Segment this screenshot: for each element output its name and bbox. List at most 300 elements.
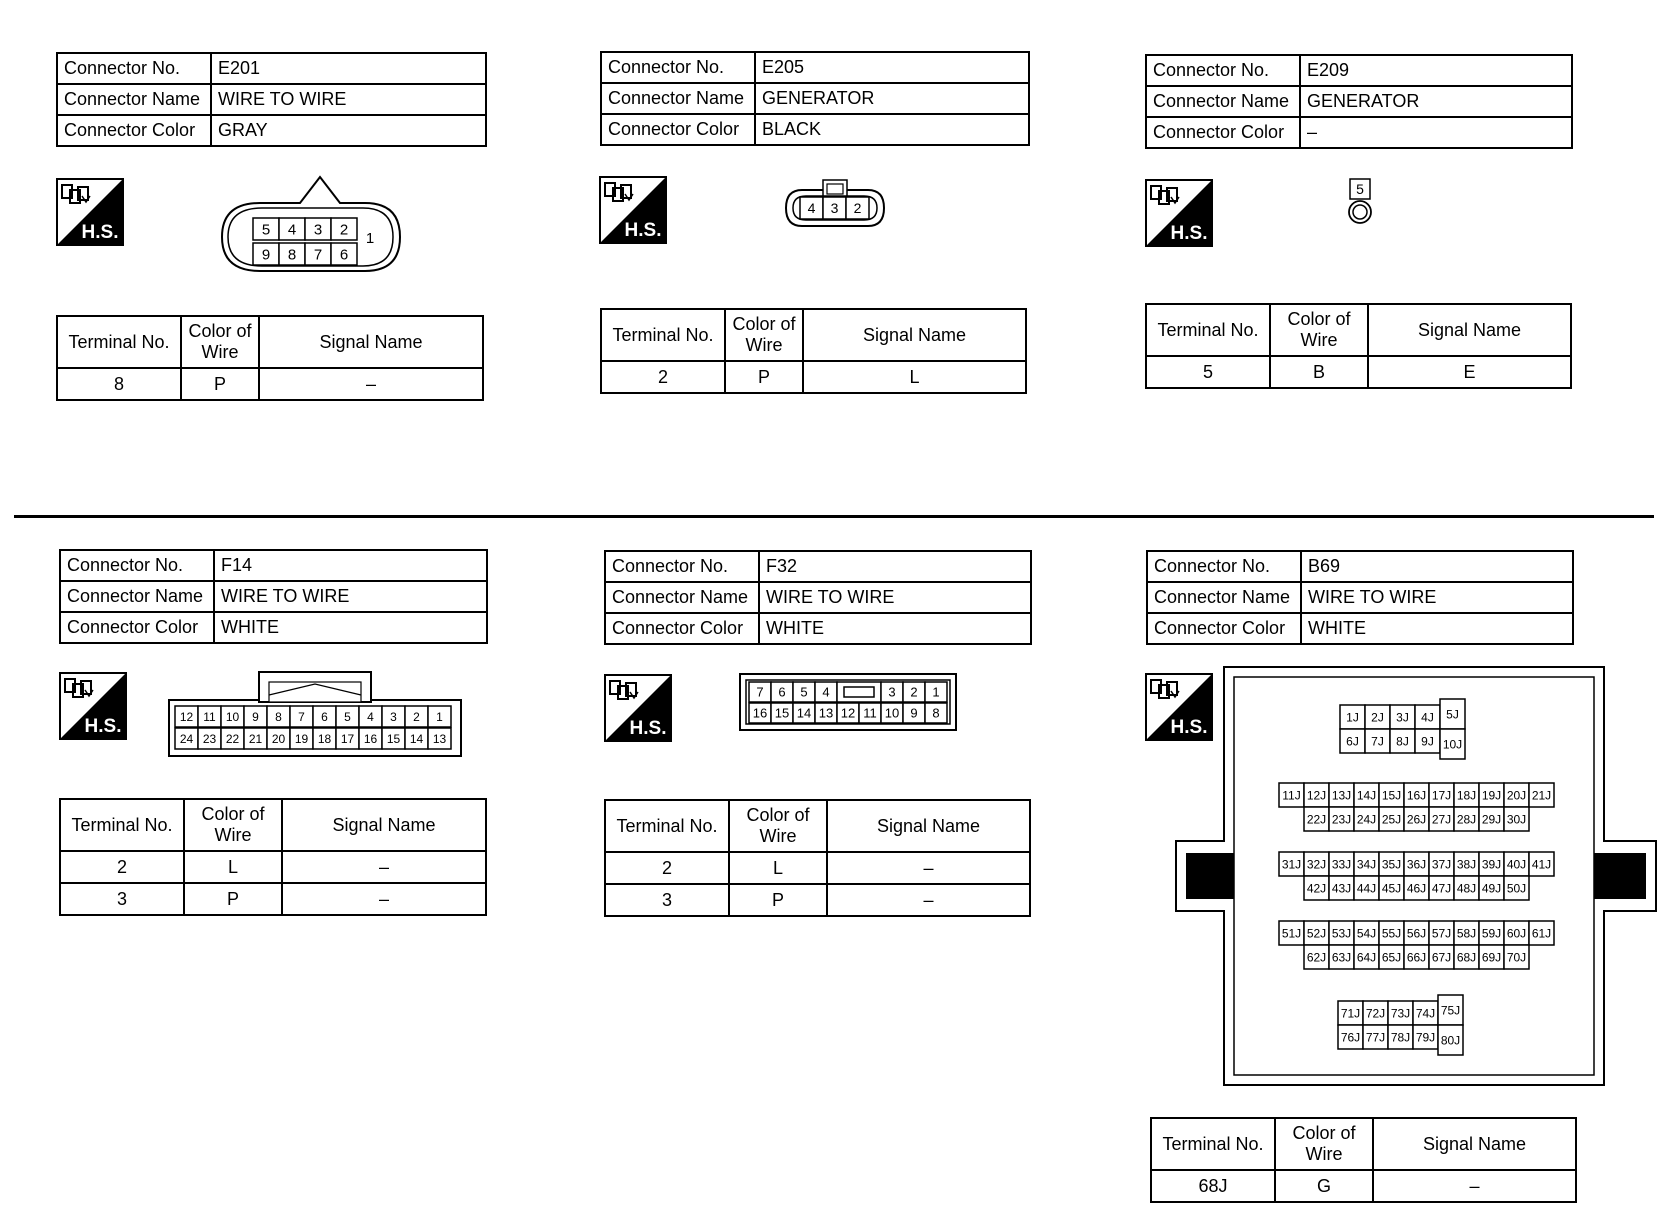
pin-number: 68J xyxy=(1456,950,1477,965)
pin-cell xyxy=(1454,876,1479,900)
pin-cell xyxy=(1429,876,1454,900)
connector-color-label: Connector Color xyxy=(1146,117,1300,148)
pin-number: 31J xyxy=(1281,857,1302,872)
pin-number: 29J xyxy=(1481,812,1502,827)
connector-f32-terminal-table xyxy=(604,799,1031,917)
pin-cell xyxy=(428,706,451,727)
terminal-no: 2 xyxy=(601,361,725,393)
pin-cell xyxy=(1479,876,1504,900)
pin-number: 3 xyxy=(390,709,397,724)
pin-number: 2 xyxy=(853,200,862,217)
terminal-no-header: Terminal No. xyxy=(57,316,181,368)
pin-cell xyxy=(267,728,290,749)
wire-color: B xyxy=(1270,356,1368,388)
pin-cell xyxy=(1404,807,1429,831)
connector-f14-info xyxy=(59,549,488,644)
pin-cell xyxy=(1440,729,1465,759)
pin-cell xyxy=(1413,1025,1438,1049)
pin-cell xyxy=(336,706,359,727)
pin-cell xyxy=(881,682,903,702)
pin-cell xyxy=(1479,852,1504,876)
pin-number: 5J xyxy=(1446,707,1459,722)
pin-cell xyxy=(1454,921,1479,945)
pin-cell xyxy=(749,682,771,702)
table-row xyxy=(60,851,486,883)
pin-number: 4 xyxy=(822,684,830,700)
pin-number: 61J xyxy=(1531,926,1552,941)
pin-number: 22J xyxy=(1306,812,1327,827)
pin-cell xyxy=(405,728,428,749)
pin-number: 28J xyxy=(1456,812,1477,827)
connector-name-label: Connector Name xyxy=(1147,582,1301,613)
pin-number: 7 xyxy=(298,709,305,724)
pin-cell xyxy=(846,197,869,219)
pin-cell xyxy=(253,218,279,240)
pin-cell xyxy=(1429,852,1454,876)
pin-cell xyxy=(1304,921,1329,945)
pin-cell xyxy=(1415,705,1440,729)
connector-e205-pinout xyxy=(780,178,890,238)
pin-number: 48J xyxy=(1456,881,1477,896)
wire-color: G xyxy=(1275,1170,1373,1202)
pin-number: 62J xyxy=(1306,950,1327,965)
connector-no-label: Connector No. xyxy=(60,550,214,581)
pin-cell xyxy=(1404,852,1429,876)
pin-number: 63J xyxy=(1331,950,1352,965)
terminal-no: 2 xyxy=(60,851,184,883)
pin-cell xyxy=(359,706,382,727)
connector-b69-pinout xyxy=(1172,665,1658,1090)
pin-cell xyxy=(1504,876,1529,900)
harness-side-label: H.S. xyxy=(84,716,122,737)
wire-color: P xyxy=(184,883,282,915)
terminal-no-header: Terminal No. xyxy=(605,800,729,852)
table-row xyxy=(605,884,1030,916)
pin-cell xyxy=(175,728,198,749)
pin-cell xyxy=(1390,729,1415,753)
pin-cell xyxy=(290,706,313,727)
pin-number: 12J xyxy=(1306,788,1327,803)
pin-number: 8 xyxy=(287,246,297,264)
pin-number: 9 xyxy=(252,709,259,724)
connector-f32-info xyxy=(604,550,1032,645)
pin-cell xyxy=(1429,945,1454,969)
pin-number: 36J xyxy=(1406,857,1427,872)
pin-number: 6 xyxy=(778,684,786,700)
connector-name-value: WIRE TO WIRE xyxy=(1301,582,1573,613)
pin-number: 47J xyxy=(1431,881,1452,896)
pin-cell xyxy=(1354,876,1379,900)
pin-cell xyxy=(1363,1001,1388,1025)
pin-cell xyxy=(1365,705,1390,729)
pin-cell xyxy=(1504,852,1529,876)
pin-cell xyxy=(1365,729,1390,753)
pin-cell xyxy=(859,703,881,723)
pin-cell xyxy=(1379,945,1404,969)
harness-side-label: H.S. xyxy=(629,718,667,739)
pin-number: 5 xyxy=(261,221,271,239)
pin-cell xyxy=(1404,876,1429,900)
pin-number: 57J xyxy=(1431,926,1452,941)
pin-number: 55J xyxy=(1381,926,1402,941)
pin-cell xyxy=(1304,876,1329,900)
connector-name-value: WIRE TO WIRE xyxy=(211,84,486,115)
pin-number: 20J xyxy=(1506,788,1527,803)
pin-number: 16 xyxy=(363,731,378,746)
pin-number: 3 xyxy=(888,684,896,700)
pin-number: 21 xyxy=(248,731,263,746)
pin-number: 44J xyxy=(1356,881,1377,896)
harness-side-label: H.S. xyxy=(1170,223,1208,244)
pin-cell xyxy=(1479,945,1504,969)
pin-number: 34J xyxy=(1356,857,1377,872)
pin-number: 56J xyxy=(1406,926,1427,941)
connector-lock-right xyxy=(1594,853,1646,899)
pin-cell xyxy=(800,197,823,219)
table-row xyxy=(60,883,486,915)
pin-number: 52J xyxy=(1306,926,1327,941)
pin-cell xyxy=(771,703,793,723)
pin-cell xyxy=(1338,1025,1363,1049)
pin-cell xyxy=(1390,705,1415,729)
pin-cell xyxy=(1354,945,1379,969)
pin-cell xyxy=(1529,852,1554,876)
signal-name: – xyxy=(282,851,486,883)
pin-cell xyxy=(1404,921,1429,945)
pin-cell xyxy=(331,218,357,240)
terminal-no: 2 xyxy=(605,852,729,884)
pin-cell xyxy=(1340,729,1365,753)
connector-color-label: Connector Color xyxy=(60,612,214,643)
pin-number: 12 xyxy=(840,705,856,721)
pin-number: 72J xyxy=(1365,1006,1386,1021)
pin-cell xyxy=(359,728,382,749)
pin-number: 6 xyxy=(321,709,328,724)
pin-number: 64J xyxy=(1356,950,1377,965)
pin-number: 54J xyxy=(1356,926,1377,941)
pin-cell xyxy=(1354,852,1379,876)
pin-cell xyxy=(1379,852,1404,876)
pin-cell xyxy=(1379,876,1404,900)
pin-number: 41J xyxy=(1531,857,1552,872)
pin-cell xyxy=(925,682,947,702)
pin-number: 6J xyxy=(1346,734,1359,749)
pin-number: 17 xyxy=(340,731,355,746)
pin-number: 14J xyxy=(1356,788,1377,803)
pin-number: 75J xyxy=(1440,1003,1461,1018)
signal-name-header: Signal Name xyxy=(1368,304,1571,356)
terminal-no: 5 xyxy=(1146,356,1270,388)
table-row xyxy=(57,368,483,400)
pin-cell xyxy=(1329,945,1354,969)
pin-number: 79J xyxy=(1415,1030,1436,1045)
pin-number: 5 xyxy=(800,684,808,700)
signal-name: – xyxy=(282,883,486,915)
pin-cell xyxy=(1479,783,1504,807)
pin-cell xyxy=(1479,807,1504,831)
signal-name-header: Signal Name xyxy=(803,309,1026,361)
connector-e209-info xyxy=(1145,54,1573,149)
terminal-no: 8 xyxy=(57,368,181,400)
signal-name: – xyxy=(259,368,483,400)
ring-terminal-hole xyxy=(1353,205,1367,219)
pin-number: 17J xyxy=(1431,788,1452,803)
pin-cell xyxy=(1329,921,1354,945)
terminal-no-header: Terminal No. xyxy=(60,799,184,851)
pin-cell xyxy=(1454,783,1479,807)
pin-cell xyxy=(336,728,359,749)
wire-color-header: Color of Wire xyxy=(1270,304,1368,356)
pin-number: 1 xyxy=(436,709,443,724)
pin-cell xyxy=(244,706,267,727)
pin-number: 40J xyxy=(1506,857,1527,872)
pin-number: 20 xyxy=(271,731,286,746)
pin-cell xyxy=(1338,1001,1363,1025)
pin-number: 24 xyxy=(179,731,194,746)
pin-cell xyxy=(382,706,405,727)
pin-cell xyxy=(1304,807,1329,831)
connector-no-value: E205 xyxy=(755,52,1029,83)
wire-color-header: Color of Wire xyxy=(725,309,803,361)
connector-lock-left xyxy=(1186,853,1234,899)
connector-name-label: Connector Name xyxy=(57,84,211,115)
connector-e205-info xyxy=(600,51,1030,146)
pin-cell xyxy=(313,706,336,727)
pin-number: 76J xyxy=(1340,1030,1361,1045)
pin-cell xyxy=(305,218,331,240)
pin-cell xyxy=(1479,921,1504,945)
harness-side-icon xyxy=(1145,179,1213,252)
connector-e201-terminal-table xyxy=(56,315,484,401)
pin-number: 49J xyxy=(1481,881,1502,896)
wire-color: P xyxy=(729,884,827,916)
pin-number: 8J xyxy=(1396,734,1409,749)
pin-number: 16 xyxy=(752,705,768,721)
pin-number: 46J xyxy=(1406,881,1427,896)
pin-number: 24J xyxy=(1356,812,1377,827)
pin-number: 23J xyxy=(1331,812,1352,827)
connector-no-value: E209 xyxy=(1300,55,1572,86)
table-row xyxy=(605,852,1030,884)
connector-color-label: Connector Color xyxy=(57,115,211,146)
pin-number: 4 xyxy=(807,200,816,217)
pin-number: 4 xyxy=(287,221,297,239)
pin-cell xyxy=(1454,945,1479,969)
pin-cell xyxy=(1504,783,1529,807)
pin-cell xyxy=(1404,783,1429,807)
connector-name-label: Connector Name xyxy=(601,83,755,114)
connector-b69-info xyxy=(1146,550,1574,645)
harness-side-label: H.S. xyxy=(1170,717,1208,738)
pin-cell xyxy=(1429,807,1454,831)
pin-number: 38J xyxy=(1456,857,1477,872)
pin-number: 9 xyxy=(261,246,271,264)
pin-number: 27J xyxy=(1431,812,1452,827)
connector-f32-pinout xyxy=(738,672,958,732)
harness-side-icon xyxy=(599,176,667,249)
harness-side-icon xyxy=(56,178,124,251)
pin-number: 30J xyxy=(1506,812,1527,827)
pin-cell xyxy=(1454,807,1479,831)
pin-number: 21J xyxy=(1531,788,1552,803)
pin-cell xyxy=(405,706,428,727)
connector-color-value: WHITE xyxy=(1301,613,1573,644)
pin-number: 16J xyxy=(1406,788,1427,803)
pin-cell xyxy=(279,243,305,265)
pin-number: 3 xyxy=(313,221,323,239)
pin-number: 5 xyxy=(1356,181,1364,198)
table-row xyxy=(1151,1170,1576,1202)
pin-cell xyxy=(428,728,451,749)
connector-e205-terminal-table xyxy=(600,308,1027,394)
pin-number: 32J xyxy=(1306,857,1327,872)
pin-cell xyxy=(305,243,331,265)
signal-name: E xyxy=(1368,356,1571,388)
pin-cell xyxy=(1415,729,1440,753)
pin-number: 4 xyxy=(367,709,374,724)
pin-number: 2 xyxy=(910,684,918,700)
pin-number: 15 xyxy=(386,731,401,746)
pin-cell xyxy=(793,703,815,723)
pin-cell xyxy=(1529,783,1554,807)
pin-cell xyxy=(1429,783,1454,807)
connector-color-value: – xyxy=(1300,117,1572,148)
pin-cell xyxy=(1329,783,1354,807)
pin-number: 59J xyxy=(1481,926,1502,941)
pin-cell xyxy=(1438,995,1463,1025)
connector-color-value: WHITE xyxy=(214,612,487,643)
connector-color-label: Connector Color xyxy=(1147,613,1301,644)
pin-cell xyxy=(1304,783,1329,807)
wire-color-header: Color of Wire xyxy=(1275,1118,1373,1170)
pin-number: 14 xyxy=(796,705,812,721)
pin-number: 19 xyxy=(294,731,309,746)
pin-cell xyxy=(1354,921,1379,945)
wire-color: L xyxy=(184,851,282,883)
pin-cell xyxy=(290,728,313,749)
pin-number: 80J xyxy=(1440,1033,1461,1048)
pin-cell xyxy=(1454,852,1479,876)
pin-cell xyxy=(1329,807,1354,831)
pin-number: 73J xyxy=(1390,1006,1411,1021)
pin-cell xyxy=(815,703,837,723)
pin-cell xyxy=(815,682,837,702)
pin-cell xyxy=(1304,945,1329,969)
connector-e209-terminal-table xyxy=(1145,303,1572,389)
pin-number: 1J xyxy=(1346,710,1359,725)
wire-color-header: Color of Wire xyxy=(729,800,827,852)
pin-number: 19J xyxy=(1481,788,1502,803)
pin-cell xyxy=(221,728,244,749)
pin-cell xyxy=(881,703,903,723)
connector-no-value: F14 xyxy=(214,550,487,581)
pin-cell xyxy=(198,706,221,727)
pin-cell xyxy=(1329,876,1354,900)
pin-number: 43J xyxy=(1331,881,1352,896)
harness-side-icon xyxy=(59,672,127,745)
pin-number: 65J xyxy=(1381,950,1402,965)
pin-cell xyxy=(1363,1025,1388,1049)
pin-number: 2 xyxy=(413,709,420,724)
terminal-no-header: Terminal No. xyxy=(1146,304,1270,356)
pin-number: 6 xyxy=(339,246,349,264)
connector-name-label: Connector Name xyxy=(605,582,759,613)
pin-cell xyxy=(1504,921,1529,945)
pin-number: 74J xyxy=(1415,1006,1436,1021)
pin-number: 9J xyxy=(1421,734,1434,749)
pin-number: 3J xyxy=(1396,710,1409,725)
pin-number: 11 xyxy=(203,709,216,724)
pin-number: 14 xyxy=(409,731,424,746)
harness-side-label: H.S. xyxy=(624,220,662,241)
pin-cell xyxy=(244,728,267,749)
connector-no-label: Connector No. xyxy=(57,53,211,84)
pin-number: 18 xyxy=(317,731,332,746)
connector-e201-pinout xyxy=(230,175,410,275)
pin-number: 67J xyxy=(1431,950,1452,965)
pin-cell xyxy=(1440,699,1465,729)
pin-cell xyxy=(175,706,198,727)
pin-cell xyxy=(267,706,290,727)
pin-cell xyxy=(903,703,925,723)
pin-cell xyxy=(1279,921,1304,945)
pin-cell xyxy=(1429,921,1454,945)
pin-number: 53J xyxy=(1331,926,1352,941)
wire-color-header: Color of Wire xyxy=(181,316,259,368)
pin-number: 39J xyxy=(1481,857,1502,872)
pin-cell xyxy=(1279,852,1304,876)
pin-number: 1 xyxy=(932,684,940,700)
pin-number: 10J xyxy=(1442,737,1463,752)
pin-number: 7J xyxy=(1371,734,1384,749)
pin-number: 35J xyxy=(1381,857,1402,872)
pin-number: 7 xyxy=(756,684,764,700)
pin-number: 9 xyxy=(910,705,918,721)
pin-number: 66J xyxy=(1406,950,1427,965)
wire-color-header: Color of Wire xyxy=(184,799,282,851)
pin-cell xyxy=(1279,783,1304,807)
wire-color: P xyxy=(181,368,259,400)
pin-cell xyxy=(823,197,846,219)
pin-cell xyxy=(253,243,279,265)
pin-cell xyxy=(1388,1025,1413,1049)
harness-side-label: H.S. xyxy=(81,222,119,243)
connector-name-value: GENERATOR xyxy=(1300,86,1572,117)
signal-name: – xyxy=(827,852,1030,884)
signal-name-header: Signal Name xyxy=(827,800,1030,852)
pin-cell xyxy=(1354,783,1379,807)
harness-side-icon xyxy=(604,674,672,747)
pin-cell xyxy=(1379,807,1404,831)
pin-number: 77J xyxy=(1365,1030,1386,1045)
pin-cell xyxy=(1388,1001,1413,1025)
pin-cell xyxy=(1404,945,1429,969)
pin-number: 10 xyxy=(884,705,900,721)
connector-f14-pinout xyxy=(165,670,465,760)
pin-cell xyxy=(793,682,815,702)
pin-cell xyxy=(749,703,771,723)
pin-cell xyxy=(313,728,336,749)
pin-number: 2 xyxy=(339,221,349,239)
pin-number: 4J xyxy=(1421,710,1434,725)
connector-color-value: WHITE xyxy=(759,613,1031,644)
pin-cell xyxy=(1504,945,1529,969)
pin-number: 69J xyxy=(1481,950,1502,965)
signal-name-header: Signal Name xyxy=(282,799,486,851)
signal-name: – xyxy=(827,884,1030,916)
wire-color: P xyxy=(725,361,803,393)
terminal-no: 3 xyxy=(605,884,729,916)
